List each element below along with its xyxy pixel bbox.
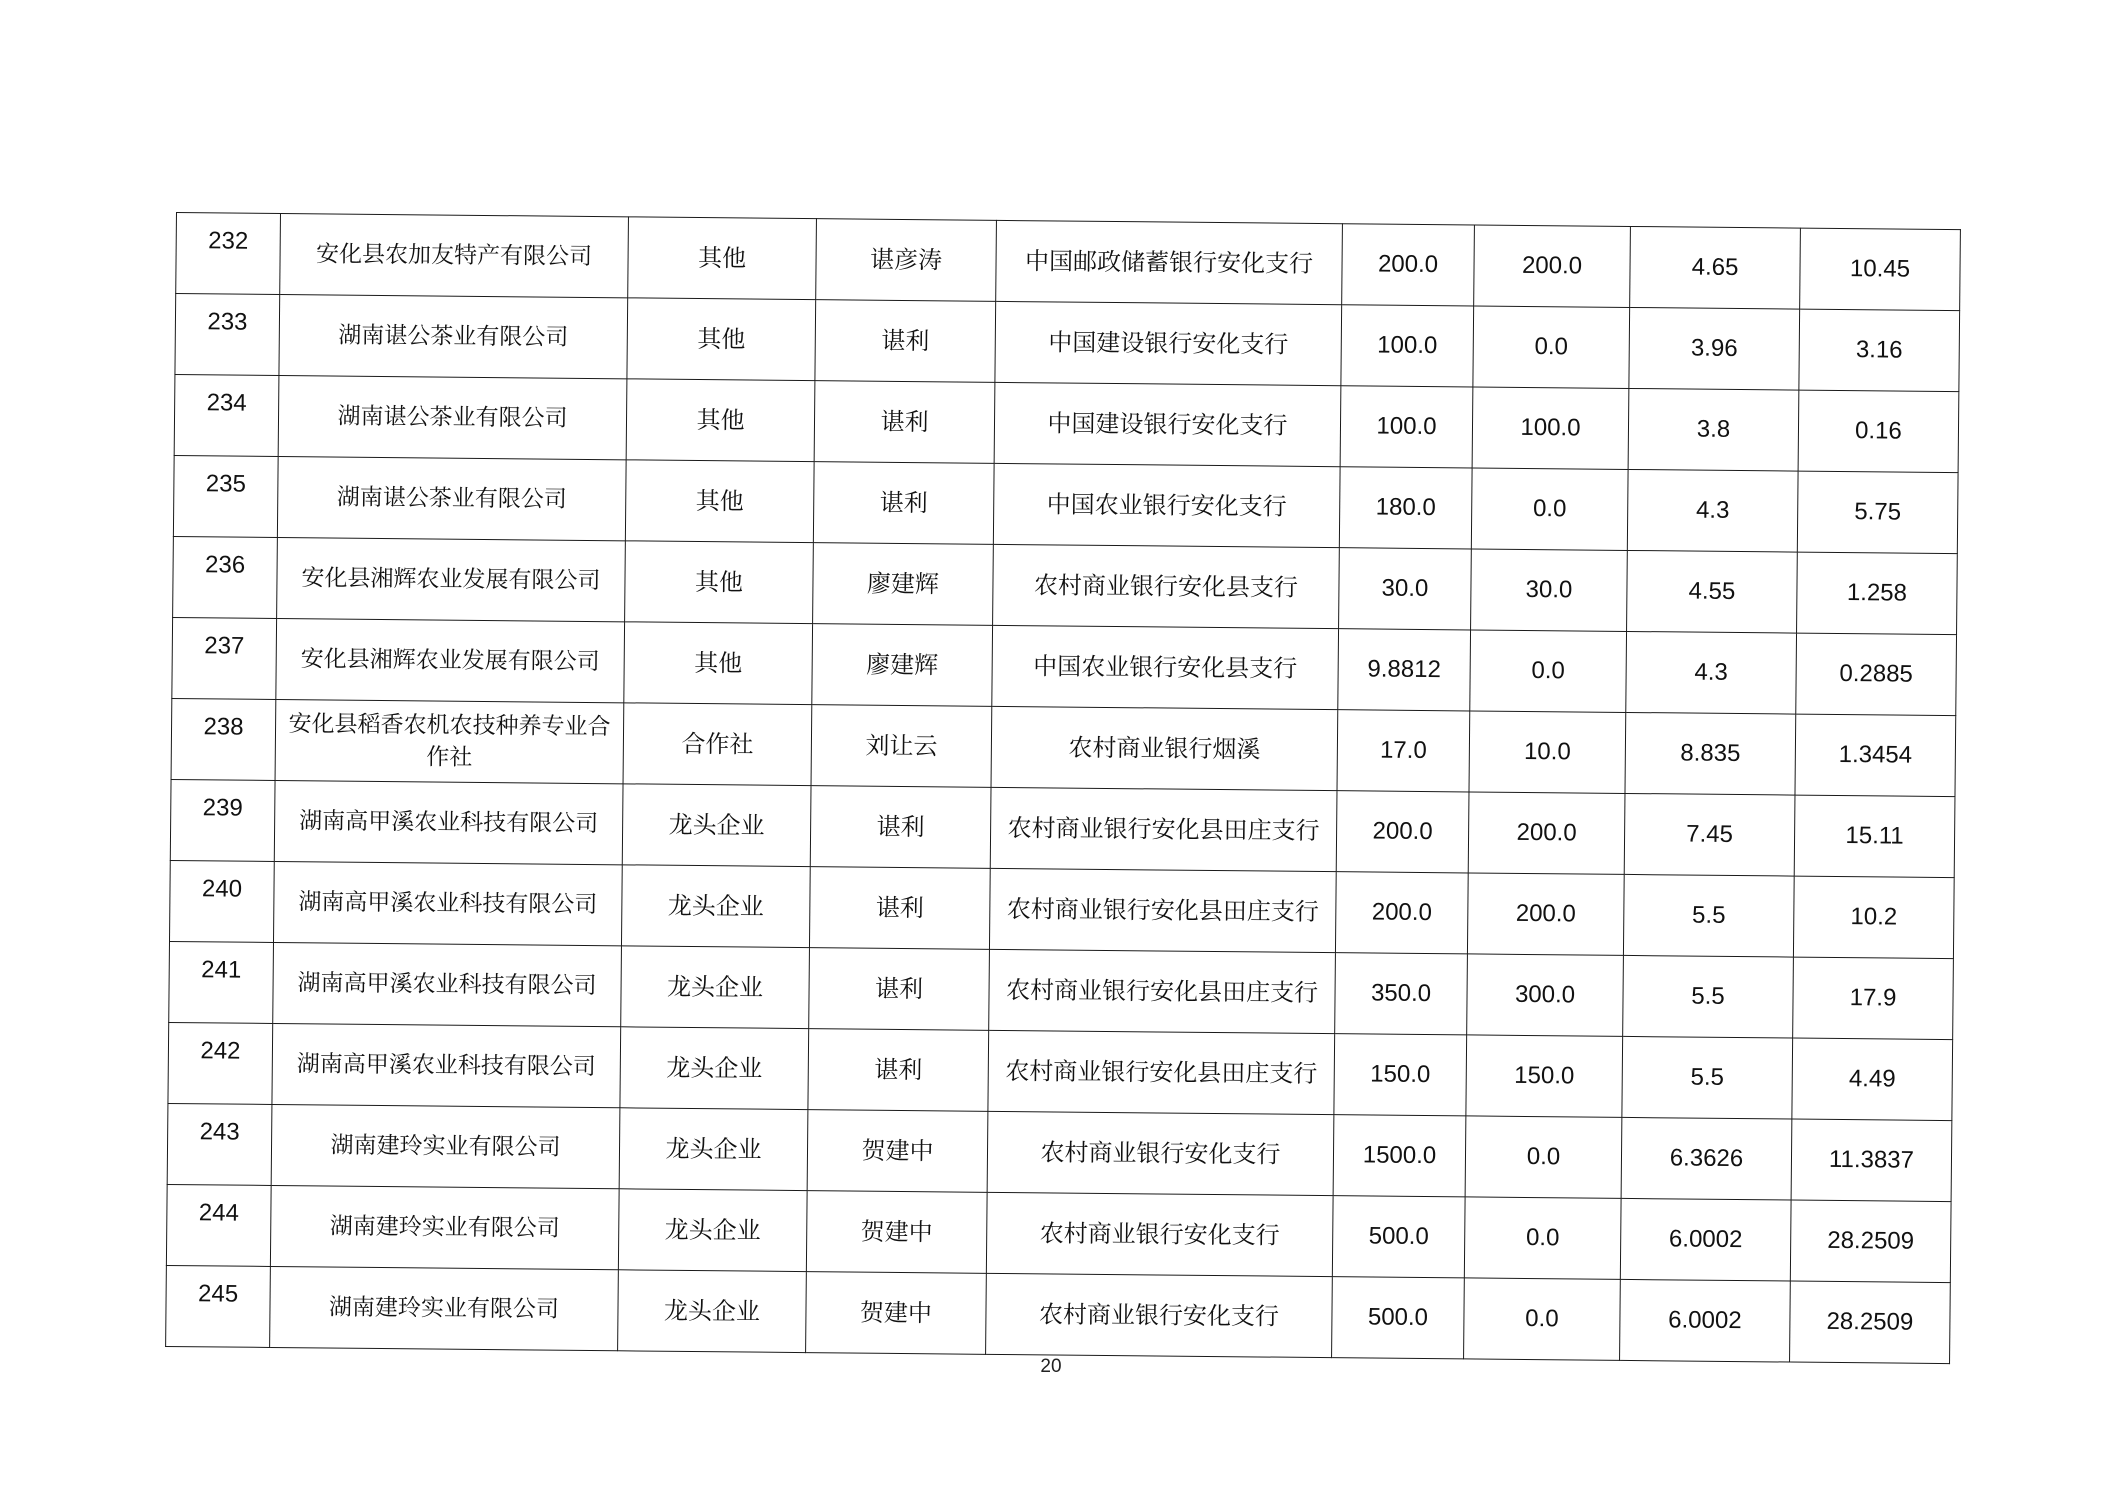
cell-amount-2: 0.0: [1464, 1197, 1621, 1279]
cell-company: 湖南建玲实业有限公司: [271, 1104, 620, 1188]
cell-company: 湖南谌公茶业有限公司: [277, 456, 626, 540]
cell-rate: 6.0002: [1620, 1279, 1791, 1362]
cell-number: 239: [170, 779, 275, 861]
cell-type: 龙头企业: [619, 1108, 808, 1191]
table-wrapper: [165, 212, 1960, 1364]
cell-amount-2: 0.0: [1470, 630, 1627, 712]
cell-amount-3: 28.2509: [1790, 1200, 1951, 1283]
cell-amount-2: 0.0: [1465, 1116, 1622, 1198]
cell-bank: 农村商业银行安化县田庄支行: [990, 787, 1337, 871]
cell-bank: 农村商业银行安化支行: [987, 1111, 1334, 1195]
cell-rate: 4.55: [1627, 550, 1798, 633]
cell-number: 232: [176, 213, 281, 295]
cell-amount-2: 150.0: [1466, 1035, 1623, 1117]
cell-bank: 中国农业银行安化支行: [993, 463, 1340, 547]
cell-bank: 中国农业银行安化县支行: [992, 625, 1339, 709]
table-row: [166, 1265, 1951, 1363]
loan-table: [165, 212, 1961, 1364]
cell-amount-3: 0.16: [1798, 390, 1959, 473]
cell-amount-3: 5.75: [1797, 471, 1958, 554]
cell-type: 其他: [627, 298, 816, 381]
cell-amount-2: 0.0: [1473, 306, 1630, 388]
cell-rate: 5.5: [1623, 874, 1794, 957]
cell-person: 谌利: [809, 867, 990, 950]
cell-amount-1: 180.0: [1339, 467, 1472, 549]
cell-amount-1: 100.0: [1341, 305, 1474, 387]
cell-person: 谌利: [815, 300, 996, 383]
cell-amount-2: 200.0: [1474, 225, 1631, 307]
cell-amount-3: 0.2885: [1796, 633, 1957, 716]
cell-amount-3: 3.16: [1799, 309, 1960, 392]
cell-number: 240: [169, 860, 274, 942]
cell-bank: 农村商业银行安化支行: [986, 1273, 1333, 1357]
cell-bank: 农村商业银行安化县支行: [993, 544, 1340, 628]
cell-number: 241: [169, 941, 274, 1023]
cell-amount-1: 30.0: [1339, 548, 1472, 630]
cell-person: 谌利: [808, 1029, 989, 1112]
cell-person: 廖建辉: [813, 543, 994, 626]
cell-bank: 中国邮政储蓄银行安化支行: [996, 220, 1343, 304]
cell-rate: 3.8: [1628, 388, 1799, 471]
cell-amount-3: 28.2509: [1790, 1281, 1951, 1364]
cell-type: 合作社: [623, 703, 812, 786]
cell-amount-3: 17.9: [1793, 957, 1954, 1040]
cell-number: 237: [172, 617, 277, 699]
page-number: 20: [1040, 1356, 1062, 1377]
cell-rate: 6.0002: [1620, 1198, 1791, 1281]
cell-type: 龙头企业: [622, 784, 811, 867]
cell-company: 安化县农加友特产有限公司: [280, 214, 629, 298]
cell-amount-2: 0.0: [1471, 468, 1628, 550]
cell-person: 谌利: [810, 786, 991, 869]
cell-number: 245: [166, 1265, 271, 1347]
cell-rate: 4.65: [1630, 226, 1801, 309]
cell-rate: 8.835: [1625, 712, 1796, 795]
cell-type: 其他: [626, 379, 815, 462]
cell-bank: 农村商业银行安化县田庄支行: [989, 949, 1336, 1033]
cell-company: 湖南高甲溪农业科技有限公司: [273, 942, 622, 1026]
cell-bank: 农村商业银行安化县田庄支行: [988, 1030, 1335, 1114]
cell-person: 廖建辉: [812, 624, 993, 707]
cell-amount-1: 9.8812: [1338, 629, 1471, 711]
table-body: [166, 213, 1961, 1364]
cell-amount-2: 200.0: [1468, 792, 1625, 874]
cell-number: 233: [175, 294, 280, 376]
cell-amount-1: 350.0: [1335, 953, 1468, 1035]
cell-amount-2: 30.0: [1471, 549, 1628, 631]
cell-amount-3: 11.3837: [1791, 1119, 1952, 1202]
cell-rate: 5.5: [1623, 955, 1794, 1038]
cell-amount-1: 17.0: [1337, 710, 1470, 792]
cell-person: 贺建中: [806, 1191, 987, 1274]
cell-rate: 4.3: [1627, 469, 1798, 552]
cell-rate: 4.3: [1626, 631, 1797, 714]
cell-person: 谌利: [809, 948, 990, 1031]
cell-type: 其他: [625, 460, 814, 543]
cell-type: 龙头企业: [620, 1027, 809, 1110]
cell-rate: 6.3626: [1621, 1117, 1792, 1200]
cell-amount-3: 4.49: [1792, 1038, 1953, 1121]
cell-company: 湖南高甲溪农业科技有限公司: [273, 861, 622, 945]
cell-rate: 7.45: [1624, 793, 1795, 876]
cell-company: 湖南高甲溪农业科技有限公司: [274, 780, 623, 864]
cell-type: 龙头企业: [618, 1270, 807, 1353]
cell-amount-2: 100.0: [1472, 387, 1629, 469]
cell-amount-2: 0.0: [1464, 1278, 1621, 1360]
cell-company: 湖南高甲溪农业科技有限公司: [272, 1023, 621, 1107]
cell-amount-1: 200.0: [1342, 224, 1475, 306]
cell-person: 刘让云: [811, 705, 992, 788]
cell-type: 其他: [625, 541, 814, 624]
cell-person: 谌彦涛: [816, 219, 997, 302]
cell-person: 谌利: [813, 462, 994, 545]
cell-rate: 3.96: [1629, 307, 1800, 390]
cell-bank: 农村商业银行安化支行: [986, 1192, 1333, 1276]
cell-type: 其他: [628, 217, 817, 300]
cell-amount-2: 200.0: [1467, 873, 1624, 955]
cell-company: 湖南谌公茶业有限公司: [278, 375, 627, 459]
cell-number: 238: [171, 698, 276, 780]
cell-amount-3: 15.11: [1794, 795, 1955, 878]
cell-person: 贺建中: [806, 1272, 987, 1355]
cell-type: 龙头企业: [621, 865, 810, 948]
cell-amount-3: 10.45: [1800, 228, 1961, 311]
cell-company: 安化县稻香农机农技种养专业合作社: [275, 699, 624, 783]
cell-amount-1: 150.0: [1334, 1034, 1467, 1116]
cell-amount-1: 1500.0: [1333, 1115, 1466, 1197]
cell-number: 244: [166, 1184, 271, 1266]
cell-number: 236: [173, 536, 278, 618]
cell-type: 其他: [624, 622, 813, 705]
cell-amount-3: 1.3454: [1795, 714, 1956, 797]
cell-amount-1: 100.0: [1340, 386, 1473, 468]
cell-type: 龙头企业: [618, 1189, 807, 1272]
cell-amount-1: 500.0: [1332, 1196, 1465, 1278]
cell-amount-1: 200.0: [1335, 872, 1468, 954]
cell-amount-3: 10.2: [1793, 876, 1954, 959]
cell-bank: 农村商业银行烟溪: [991, 706, 1338, 790]
cell-amount-2: 10.0: [1469, 711, 1626, 793]
cell-number: 235: [173, 455, 278, 537]
cell-company: 安化县湘辉农业发展有限公司: [277, 537, 626, 621]
cell-amount-1: 200.0: [1336, 791, 1469, 873]
cell-amount-2: 300.0: [1467, 954, 1624, 1036]
cell-amount-3: 1.258: [1797, 552, 1958, 635]
cell-person: 谌利: [814, 381, 995, 464]
cell-type: 龙头企业: [621, 946, 810, 1029]
cell-number: 243: [167, 1103, 272, 1185]
cell-number: 234: [174, 374, 279, 456]
cell-amount-1: 500.0: [1332, 1277, 1465, 1359]
cell-bank: 农村商业银行安化县田庄支行: [989, 868, 1336, 952]
cell-company: 湖南谌公茶业有限公司: [279, 294, 628, 378]
cell-bank: 中国建设银行安化支行: [994, 382, 1341, 466]
cell-rate: 5.5: [1622, 1036, 1793, 1119]
cell-company: 安化县湘辉农业发展有限公司: [276, 618, 625, 702]
cell-bank: 中国建设银行安化支行: [995, 301, 1342, 385]
cell-person: 贺建中: [807, 1110, 988, 1193]
cell-company: 湖南建玲实业有限公司: [270, 1185, 619, 1269]
cell-number: 242: [168, 1022, 273, 1104]
cell-company: 湖南建玲实业有限公司: [270, 1266, 619, 1350]
